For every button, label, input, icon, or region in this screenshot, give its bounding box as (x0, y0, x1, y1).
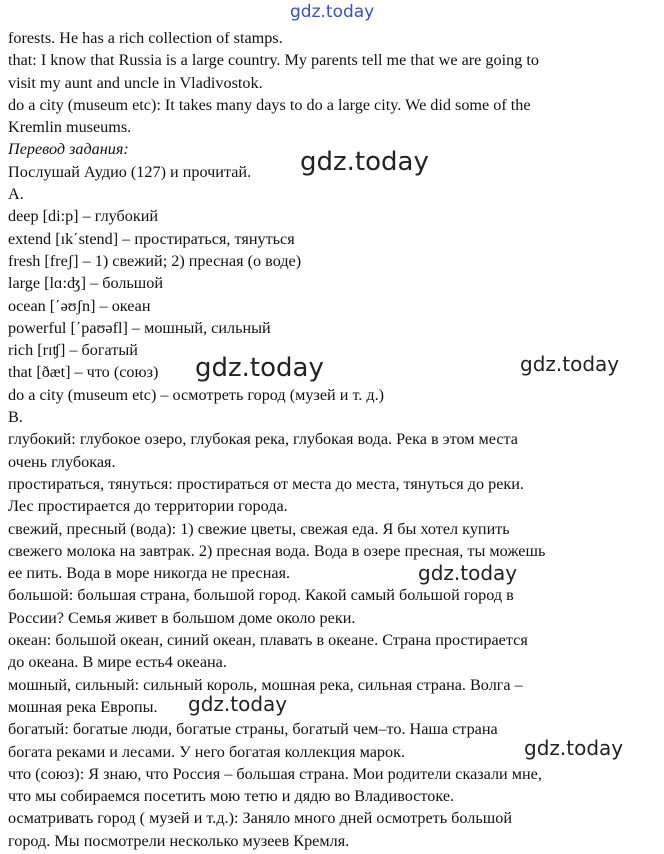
watermark-overlay: gdz.today (195, 353, 324, 383)
text-line: that: I know that Russia is a large country. My parents tell me that we are going to (8, 51, 539, 70)
text-line: до океана. В мире есть4 океана. (8, 653, 227, 672)
text-line: очень глубокая. (8, 452, 116, 471)
vocab-line: deep [di:p] – глубокий (8, 207, 159, 226)
watermark-top: gdz.today (290, 2, 375, 22)
vocab-line: that [ðæt] – что (союз) (8, 363, 159, 382)
section-heading: Перевод задания: (8, 140, 129, 159)
text-line: богата реками и лесами. У него богатая коллекция марок. (8, 742, 405, 761)
text-line: большой: большая страна, большой город. Какой самый большой город в (8, 586, 514, 605)
text-line: свежий, пресный (вода): 1) свежие цветы, свежая еда. Я бы хотел купить (8, 519, 510, 538)
text-line: осматривать город ( музей и т.д.): Заняло много дней осмотреть большой (8, 809, 512, 828)
text-line: богатый: богатые люди, богатые страны, богатый чем–то. Наша страна (8, 720, 498, 739)
text-line: России? Семья живет в большом доме около реки. (8, 608, 356, 627)
text-line: Послушай Аудио (127) и прочитай. (8, 162, 252, 181)
text-line: мошный, сильный: сильный король, мошная река, сильная страна. Волга – (8, 675, 523, 694)
text-line: глубокий: глубокое озеро, глубокая река, глубокая вода. Река в этом места (8, 430, 518, 449)
text-line: visit my aunt and uncle in Vladivostok. (8, 73, 263, 92)
vocab-line: fresh [freʃ] – 1) свежий; 2) пресная (о воде) (8, 251, 302, 270)
section-label: B. (8, 408, 23, 427)
watermark-overlay: gdz.today (188, 692, 288, 716)
section-label: A. (8, 185, 24, 204)
vocab-line: do a city (museum etc) – осмотреть город (музей и т. д.) (8, 385, 385, 404)
text-line: forests. He has a rich collection of stamps. (8, 29, 283, 47)
watermark-overlay: gdz.today (418, 561, 518, 585)
vocab-line: rich [rɪʧ] – богатый (8, 341, 138, 360)
text-line: океан: большой океан, синий океан, плавать в океане. Страна простирается (8, 631, 528, 650)
text-line: город. Мы посмотрели несколько музеев Кремля. (8, 831, 350, 850)
watermark-overlay: gdz.today (300, 147, 429, 177)
vocab-line: ocean [΄əʊʃn] – океан (8, 296, 151, 315)
text-line: ее пить. Вода в море никогда не пресная. (8, 564, 291, 583)
vocab-line: large [lɑ:ʤ] – большой (8, 274, 164, 293)
vocab-line: extend [ɪk΄stend] – простираться, тянуться (8, 229, 295, 248)
watermark-overlay: gdz.today (520, 352, 620, 376)
text-line: Лес простирается до территории города. (8, 497, 288, 516)
watermark-overlay: gdz.today (524, 736, 624, 760)
vocab-line: powerful [΄paʊəfl] – мошный, сильный (8, 318, 271, 337)
text-line: do a city (museum etc): It takes many days to do a large city. We did some of the (8, 95, 531, 114)
text-line: мошная река Европы. (8, 697, 158, 716)
text-line: что мы собираемся посетить мою тетю и дядю во Владивостоке. (8, 787, 455, 806)
text-line: Kremlin museums. (8, 118, 132, 137)
text-line: что (союз): Я знаю, что Россия – большая страна. Мои родители сказали мне, (8, 764, 542, 783)
text-line: свежего молока на завтрак. 2) пресная вода. Вода в озере пресная, ты можешь (8, 541, 546, 560)
text-line: простираться, тянуться: простираться от места до места, тянуться до реки. (8, 474, 524, 493)
